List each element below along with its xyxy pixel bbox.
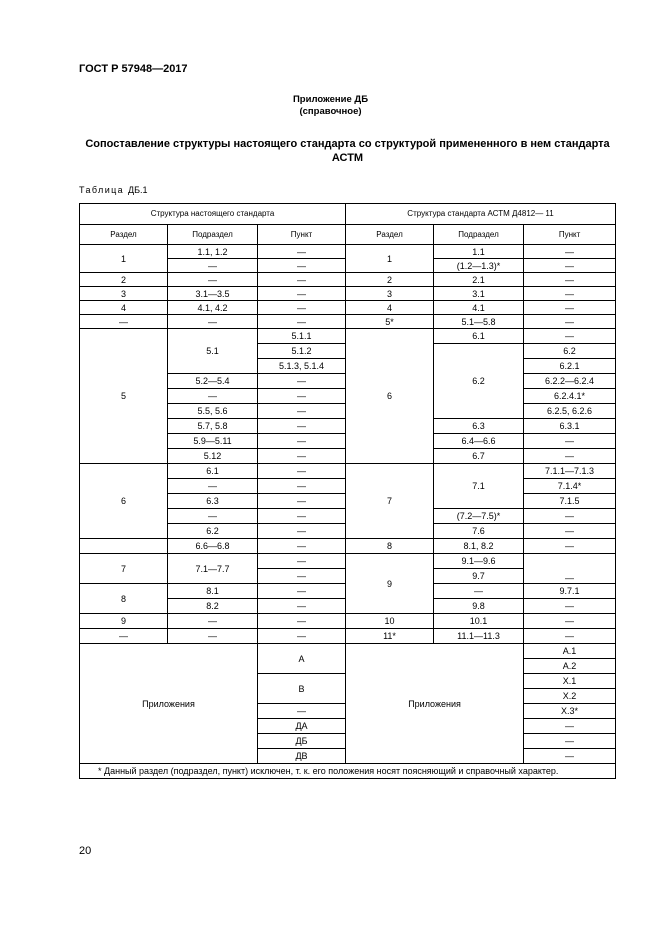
table-cell: (1.2—1.3)*	[434, 259, 524, 273]
table-cell: 7.1.4*	[524, 479, 616, 494]
table-cell: —	[258, 554, 346, 569]
table-cell: —	[258, 273, 346, 287]
table-cell: —	[168, 614, 258, 629]
document-code: ГОСТ Р 57948—2017	[79, 63, 188, 75]
table-cell: —	[258, 584, 346, 599]
table-cell: 11.1—11.3	[434, 629, 524, 644]
table-cell: —	[524, 749, 616, 764]
table-cell: ДБ	[258, 734, 346, 749]
table-cell: 1.1	[434, 245, 524, 259]
table-cell: —	[258, 509, 346, 524]
table-cell: 5.1.1	[258, 329, 346, 344]
table-cell: 8.2	[168, 599, 258, 614]
group-header-left: Структура настоящего стандарта	[80, 204, 346, 225]
table-cell: —	[524, 524, 616, 539]
table-cell: —	[258, 704, 346, 719]
table-cell: 3	[80, 287, 168, 301]
table-cell: —	[168, 259, 258, 273]
table-cell: —	[524, 434, 616, 449]
table-cell: —	[524, 719, 616, 734]
table-cell: 5.12	[168, 449, 258, 464]
table-cell: 8	[80, 584, 168, 614]
table-cell: —	[434, 584, 524, 599]
table-cell: —	[258, 599, 346, 614]
table-cell: —	[258, 539, 346, 554]
table-cell: ДВ	[258, 749, 346, 764]
table-cell: 11*	[346, 629, 434, 644]
table-cell: —	[258, 419, 346, 434]
table-cell: —	[524, 554, 616, 584]
table-cell: —	[524, 329, 616, 344]
table-cell: —	[258, 629, 346, 644]
table-cell: —	[258, 301, 346, 315]
table-cell: 5.1	[168, 329, 258, 374]
table-cell: 9	[80, 614, 168, 629]
table-cell: —	[258, 287, 346, 301]
table-cell: 7.1.5	[524, 494, 616, 509]
table-cell: 6	[80, 464, 168, 539]
table-cell: 7	[80, 554, 168, 584]
table-cell: 3	[346, 287, 434, 301]
table-cell: 5*	[346, 315, 434, 329]
table-cell: 5.1—5.8	[434, 315, 524, 329]
table-cell: —	[258, 389, 346, 404]
table-cell: 8	[346, 539, 434, 554]
table-cell: —	[258, 569, 346, 584]
table-cell: 8.1	[168, 584, 258, 599]
table-cell: 7.6	[434, 524, 524, 539]
table-cell: —	[524, 287, 616, 301]
table-label-word: Таблица	[79, 185, 125, 195]
table-cell: А.2	[524, 659, 616, 674]
table-cell: 2.1	[434, 273, 524, 287]
table-cell: 1	[80, 245, 168, 273]
table-cell: —	[524, 449, 616, 464]
annex-subtitle: (справочное)	[299, 106, 362, 117]
col-header-item: Пункт	[524, 225, 616, 245]
table-cell: —	[524, 273, 616, 287]
table-cell: 6.3	[168, 494, 258, 509]
table-cell: 6.2	[168, 524, 258, 539]
table-label-number: ДБ.1	[128, 185, 148, 195]
table-footnote: * Данный раздел (подраздел, пункт) исключен, т. к. его положения носят поясняющий и справочный характер.	[80, 764, 616, 779]
table-cell: 6.7	[434, 449, 524, 464]
table-cell: 1	[346, 245, 434, 273]
table-cell: 5.7, 5.8	[168, 419, 258, 434]
table-cell: Х.2	[524, 689, 616, 704]
table-cell: Х.3*	[524, 704, 616, 719]
table-cell: 3.1—3.5	[168, 287, 258, 301]
col-header-item: Пункт	[258, 225, 346, 245]
annex-heading	[0, 94, 661, 118]
annex-title: Приложение ДБ	[292, 94, 369, 105]
table-cell: 9.1—9.6	[434, 554, 524, 569]
table-cell: 4.1	[434, 301, 524, 315]
table-cell: Приложения	[80, 644, 258, 764]
table-cell: —	[258, 374, 346, 389]
table-cell: —	[258, 449, 346, 464]
table-label	[79, 185, 148, 195]
page-title: Сопоставление структуры настоящего стандарта со структурой примененного в нем стандарта АСТМ	[85, 138, 610, 164]
table-cell: —	[168, 509, 258, 524]
table-cell: —	[168, 389, 258, 404]
table-cell: 4	[346, 301, 434, 315]
table-cell: —	[168, 479, 258, 494]
table-cell: —	[258, 434, 346, 449]
table-cell: —	[524, 259, 616, 273]
table-cell: 10	[346, 614, 434, 629]
col-header-section: Раздел	[80, 225, 168, 245]
table-cell: 6.1	[168, 464, 258, 479]
table-cell: —	[524, 301, 616, 315]
table-cell: 2	[346, 273, 434, 287]
table-cell: —	[524, 315, 616, 329]
table-cell: 4.1, 4.2	[168, 301, 258, 315]
table-cell: 6.6—6.8	[168, 539, 258, 554]
table-cell: Приложения	[346, 644, 524, 764]
table-cell	[80, 539, 168, 554]
table-cell: —	[258, 494, 346, 509]
table-cell: —	[258, 524, 346, 539]
table-cell: 3.1	[434, 287, 524, 301]
table-cell: 4	[80, 301, 168, 315]
table-cell: 6.3	[434, 419, 524, 434]
page-number: 20	[79, 845, 92, 857]
table-cell: 6.2.5, 6.2.6	[524, 404, 616, 419]
table-cell: —	[168, 273, 258, 287]
table-cell: 7	[346, 464, 434, 539]
table-cell: —	[258, 245, 346, 259]
table-cell: 6.4—6.6	[434, 434, 524, 449]
table-cell: 5	[80, 329, 168, 464]
table-cell: 5.9—5.11	[168, 434, 258, 449]
group-header-right: Структура стандарта АСТМ Д4812— 11	[346, 204, 616, 225]
table-cell: —	[524, 614, 616, 629]
table-cell: 7.1	[434, 464, 524, 509]
table-cell: —	[524, 599, 616, 614]
table-cell: А	[258, 644, 346, 674]
table-cell: ДА	[258, 719, 346, 734]
col-header-subsection: Подраздел	[168, 225, 258, 245]
table-cell: 6.2.4.1*	[524, 389, 616, 404]
col-header-section: Раздел	[346, 225, 434, 245]
table-cell: —	[258, 464, 346, 479]
table-cell: —	[168, 315, 258, 329]
table-cell: 6.2	[524, 344, 616, 359]
table-cell: —	[258, 479, 346, 494]
table-cell: —	[258, 404, 346, 419]
table-cell: —	[524, 734, 616, 749]
table-cell: 9.7.1	[524, 584, 616, 599]
table-cell: —	[524, 539, 616, 554]
table-cell: 5.2—5.4	[168, 374, 258, 389]
table-cell: Х.1	[524, 674, 616, 689]
table-cell: —	[168, 629, 258, 644]
table-cell: 7.1—7.7	[168, 554, 258, 584]
table-cell: 9.7	[434, 569, 524, 584]
table-cell: —	[258, 315, 346, 329]
table-cell: —	[258, 614, 346, 629]
table-cell: —	[524, 245, 616, 259]
table-cell: 8.1, 8.2	[434, 539, 524, 554]
table-cell: В	[258, 674, 346, 704]
table-cell: 1.1, 1.2	[168, 245, 258, 259]
table-cell: 6.2.1	[524, 359, 616, 374]
table-cell: 7.1.1—7.1.3	[524, 464, 616, 479]
table-cell: —	[80, 315, 168, 329]
table-cell: 2	[80, 273, 168, 287]
table-cell: 6	[346, 329, 434, 464]
table-cell: 6.1	[434, 329, 524, 344]
col-header-subsection: Подраздел	[434, 225, 524, 245]
table-cell: 5.5, 5.6	[168, 404, 258, 419]
table-cell: —	[524, 509, 616, 524]
table-cell: 9.8	[434, 599, 524, 614]
table-cell: (7.2—7.5)*	[434, 509, 524, 524]
table-cell: —	[524, 629, 616, 644]
table-cell: 10.1	[434, 614, 524, 629]
table-cell: А.1	[524, 644, 616, 659]
table-cell: 9	[346, 554, 434, 614]
table-cell: 5.1.3, 5.1.4	[258, 359, 346, 374]
table-cell: —	[80, 629, 168, 644]
table-cell: 6.2	[434, 344, 524, 419]
table-cell: —	[258, 259, 346, 273]
table-cell: 6.2.2—6.2.4	[524, 374, 616, 389]
table-cell: 6.3.1	[524, 419, 616, 434]
comparison-table	[79, 203, 616, 779]
table-cell: 5.1.2	[258, 344, 346, 359]
